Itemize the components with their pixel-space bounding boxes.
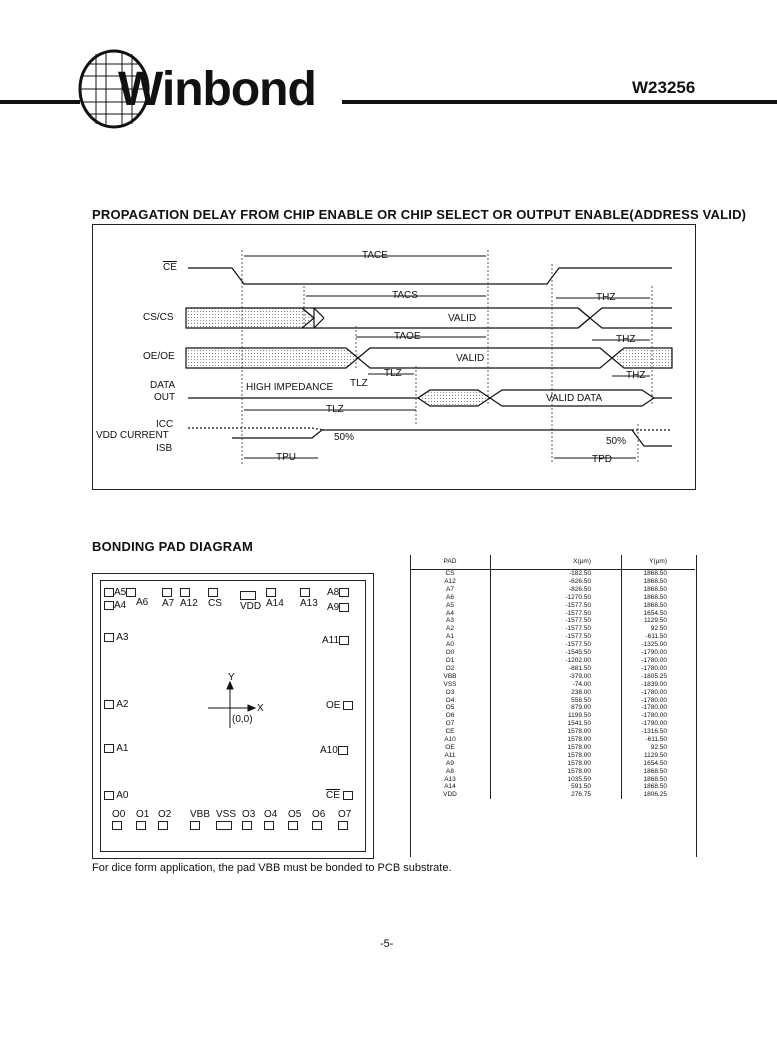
signal-ce: $\overline{CE}$ bbox=[163, 262, 177, 273]
pad-cell: A13 bbox=[410, 776, 491, 784]
pad-cell: A14 bbox=[410, 783, 491, 791]
pad-cs: CS bbox=[208, 587, 222, 609]
x-cell: 879.00 bbox=[491, 704, 622, 712]
pad-cell: A0 bbox=[410, 641, 491, 649]
table-header-pad: PAD bbox=[410, 555, 491, 570]
x-cell: 1199.50 bbox=[491, 712, 622, 720]
pad-a11: A11 bbox=[322, 635, 349, 646]
x-cell: -626.50 bbox=[491, 578, 622, 586]
pad-a7: A7 bbox=[162, 587, 174, 609]
signal-out: OUT bbox=[154, 392, 176, 403]
x-cell: -1577.50 bbox=[491, 625, 622, 633]
x-cell: -1202.00 bbox=[491, 657, 622, 665]
label-valid-data: VALID DATA bbox=[546, 393, 603, 404]
axis-x-label: X bbox=[257, 703, 264, 714]
y-cell: 1868.50 bbox=[643, 585, 667, 593]
pad-a0: A0 bbox=[104, 790, 128, 801]
label-valid-oe: VALID bbox=[456, 353, 485, 364]
x-cell: 558.50 bbox=[491, 697, 622, 705]
pad-cell: A12 bbox=[410, 578, 491, 586]
pad-cell: VDD bbox=[410, 791, 491, 799]
label-thz-2: THZ bbox=[616, 334, 636, 345]
header-rule-right bbox=[342, 100, 777, 104]
x-cell: -1577.50 bbox=[491, 633, 622, 641]
signal-oe: OE/OE bbox=[143, 351, 175, 362]
y-cell: -1790.00 bbox=[641, 649, 667, 657]
label-tacs: TACS bbox=[392, 290, 418, 301]
pad-cell: O1 bbox=[410, 657, 491, 665]
y-cell: 1129.50 bbox=[643, 751, 667, 759]
pad-o2: O2 bbox=[158, 809, 171, 831]
pad-a5: A5 bbox=[104, 587, 136, 598]
pad-cell: VBB bbox=[410, 673, 491, 681]
x-cell: 1578.00 bbox=[491, 744, 622, 752]
timing-title: PROPAGATION DELAY FROM CHIP ENABLE OR CHIP SELECT OR OUTPUT ENABLE(ADDRESS VALID) bbox=[92, 207, 747, 222]
pad-cell: O0 bbox=[410, 649, 491, 657]
label-tace: TACE bbox=[362, 250, 388, 261]
signal-vdd-current: VDD CURRENT bbox=[96, 430, 169, 441]
y-cell: -611.50 bbox=[645, 633, 667, 641]
pad-vbb: VBB bbox=[190, 809, 210, 831]
y-cell: -611.50 bbox=[645, 736, 667, 744]
y-cell: -1780.00 bbox=[641, 664, 667, 672]
pad-a6: A6 bbox=[136, 597, 149, 608]
pad-o3: O3 bbox=[242, 809, 255, 831]
pad-o0: O0 bbox=[112, 809, 125, 831]
pad-vdd: VDD bbox=[240, 590, 261, 612]
signal-data: DATA bbox=[150, 380, 176, 391]
pad-cell: A8 bbox=[410, 768, 491, 776]
pad-a13: A13 bbox=[300, 587, 318, 609]
pad-cell: A1 bbox=[410, 633, 491, 641]
table-header-x: X(μm) bbox=[491, 555, 622, 570]
x-cell: 1035.50 bbox=[491, 776, 622, 784]
pad-cell: VSS bbox=[410, 681, 491, 689]
pad-cell: CS bbox=[410, 570, 491, 578]
pad-o6: O6 bbox=[312, 809, 325, 831]
x-cell: 591.50 bbox=[491, 783, 622, 791]
timing-waveforms bbox=[92, 224, 696, 490]
y-cell: -1325.00 bbox=[641, 641, 667, 649]
x-cell: 276.75 bbox=[491, 791, 622, 799]
x-cell: 1578.00 bbox=[491, 736, 622, 744]
x-cell: -1545.50 bbox=[491, 649, 622, 657]
label-high-impedance: HIGH IMPEDANCE bbox=[246, 382, 334, 393]
x-cell: -379.00 bbox=[491, 673, 622, 681]
pad-cell: A2 bbox=[410, 625, 491, 633]
x-cell: 1578.00 bbox=[491, 752, 622, 760]
header-rule-left bbox=[0, 100, 80, 104]
label-tpu: TPU bbox=[276, 452, 296, 463]
pad-cell: A6 bbox=[410, 594, 491, 602]
x-cell: 238.00 bbox=[491, 689, 622, 697]
label-taoe: TAOE bbox=[394, 331, 421, 342]
page-number: -5- bbox=[380, 938, 394, 950]
x-cell: 1578.00 bbox=[491, 728, 622, 736]
x-cell: -1270.50 bbox=[491, 594, 622, 602]
y-cell: -1316.50 bbox=[641, 728, 667, 736]
pad-a3: A3 bbox=[104, 632, 128, 643]
x-cell: -881.50 bbox=[491, 665, 622, 673]
label-thz-1: THZ bbox=[596, 292, 616, 303]
pad-cell: O5 bbox=[410, 704, 491, 712]
pad-a2: A2 bbox=[104, 699, 128, 710]
pad-cell: A9 bbox=[410, 760, 491, 768]
label-valid-cs: VALID bbox=[448, 313, 477, 324]
pad-table-frame bbox=[410, 555, 697, 857]
axis-y-label: Y bbox=[228, 672, 235, 683]
pad-cell: A4 bbox=[410, 610, 491, 618]
pad-ce: $\overline{CE}$ bbox=[326, 790, 353, 801]
x-cell: -1577.50 bbox=[491, 610, 622, 618]
x-cell: -1577.50 bbox=[491, 617, 622, 625]
pad-a14: A14 bbox=[266, 587, 284, 609]
pad-cell: O7 bbox=[410, 720, 491, 728]
pad-a4: A4 bbox=[104, 600, 126, 611]
bonding-title: BONDING PAD DIAGRAM bbox=[92, 539, 253, 554]
pad-cell: O2 bbox=[410, 665, 491, 673]
pad-cell: O6 bbox=[410, 712, 491, 720]
x-cell: 1578.00 bbox=[491, 760, 622, 768]
pad-cell: A11 bbox=[410, 752, 491, 760]
x-cell: -826.50 bbox=[491, 586, 622, 594]
pad-cell: O3 bbox=[410, 689, 491, 697]
pad-cell: O4 bbox=[410, 697, 491, 705]
pad-cell: A10 bbox=[410, 736, 491, 744]
pad-oe: OE bbox=[326, 700, 353, 711]
y-cell: 1868.50 bbox=[643, 570, 667, 577]
y-cell: 1654.50 bbox=[643, 609, 667, 617]
y-cell: -1790.00 bbox=[641, 720, 667, 728]
part-number: W23256 bbox=[632, 78, 696, 97]
pad-o4: O4 bbox=[264, 809, 277, 831]
pad-cell: A5 bbox=[410, 602, 491, 610]
x-cell: -182.50 bbox=[491, 570, 622, 578]
label-thz-3: THZ bbox=[626, 370, 646, 381]
y-cell: 1806.25 bbox=[643, 791, 667, 799]
y-cell: -1780.00 bbox=[641, 712, 667, 720]
pad-a8: A8 bbox=[327, 587, 349, 598]
pad-cell: A7 bbox=[410, 586, 491, 594]
brand-name: Winbond bbox=[118, 63, 316, 116]
y-cell: -1780.00 bbox=[641, 656, 667, 664]
x-cell: 1578.00 bbox=[491, 768, 622, 776]
x-cell: -74.00 bbox=[491, 681, 622, 689]
x-cell: 1541.50 bbox=[491, 720, 622, 728]
y-cell: -1805.25 bbox=[641, 672, 667, 680]
y-cell: 1868.50 bbox=[643, 783, 667, 791]
pad-vss: VSS bbox=[216, 809, 236, 831]
y-cell: -1780.00 bbox=[641, 704, 667, 712]
pad-a12: A12 bbox=[180, 587, 198, 609]
signal-cs: CS/CS bbox=[143, 312, 174, 323]
x-cell: -1577.50 bbox=[491, 641, 622, 649]
pad-cell: CE bbox=[410, 728, 491, 736]
footnote: For dice form application, the pad VBB must be bonded to PCB substrate. bbox=[92, 862, 452, 874]
pad-cell: OE bbox=[410, 744, 491, 752]
axis-origin-label: (0,0) bbox=[232, 714, 253, 725]
pad-o7: O7 bbox=[338, 809, 351, 831]
signal-icc: ICC bbox=[156, 419, 174, 430]
pad-a1: A1 bbox=[104, 743, 128, 754]
label-50pct-2: 50% bbox=[606, 436, 627, 447]
y-cell: -1780.00 bbox=[641, 688, 667, 696]
label-tlz-1: TLZ bbox=[384, 368, 402, 379]
x-cell: -1577.50 bbox=[491, 602, 622, 610]
y-cell: 1129.50 bbox=[643, 617, 667, 625]
y-cell: 1868.50 bbox=[643, 577, 667, 585]
signal-isb: ISB bbox=[156, 443, 173, 454]
pad-o1: O1 bbox=[136, 809, 149, 831]
y-cell: 1868.50 bbox=[643, 767, 667, 775]
y-cell: 1868.50 bbox=[643, 593, 667, 601]
y-cell: 92.50 bbox=[650, 743, 667, 751]
y-cell: 1654.50 bbox=[643, 759, 667, 767]
label-tpd: TPD bbox=[592, 454, 612, 465]
y-cell: -1780.00 bbox=[641, 696, 667, 704]
y-cell: 92.50 bbox=[650, 625, 667, 633]
y-cell: -1839.00 bbox=[641, 680, 667, 688]
pad-cell: A3 bbox=[410, 617, 491, 625]
table-header-y: Y(μm) bbox=[622, 555, 696, 570]
pad-a9: A9 bbox=[327, 602, 349, 613]
y-cell: 1868.50 bbox=[643, 775, 667, 783]
pad-a10: A10 bbox=[320, 745, 348, 756]
y-cell: 1868.50 bbox=[643, 601, 667, 609]
label-tlz-3: TLZ bbox=[326, 404, 344, 415]
pad-o5: O5 bbox=[288, 809, 301, 831]
label-50pct-1: 50% bbox=[334, 432, 355, 443]
label-tlz-2: TLZ bbox=[350, 378, 368, 389]
